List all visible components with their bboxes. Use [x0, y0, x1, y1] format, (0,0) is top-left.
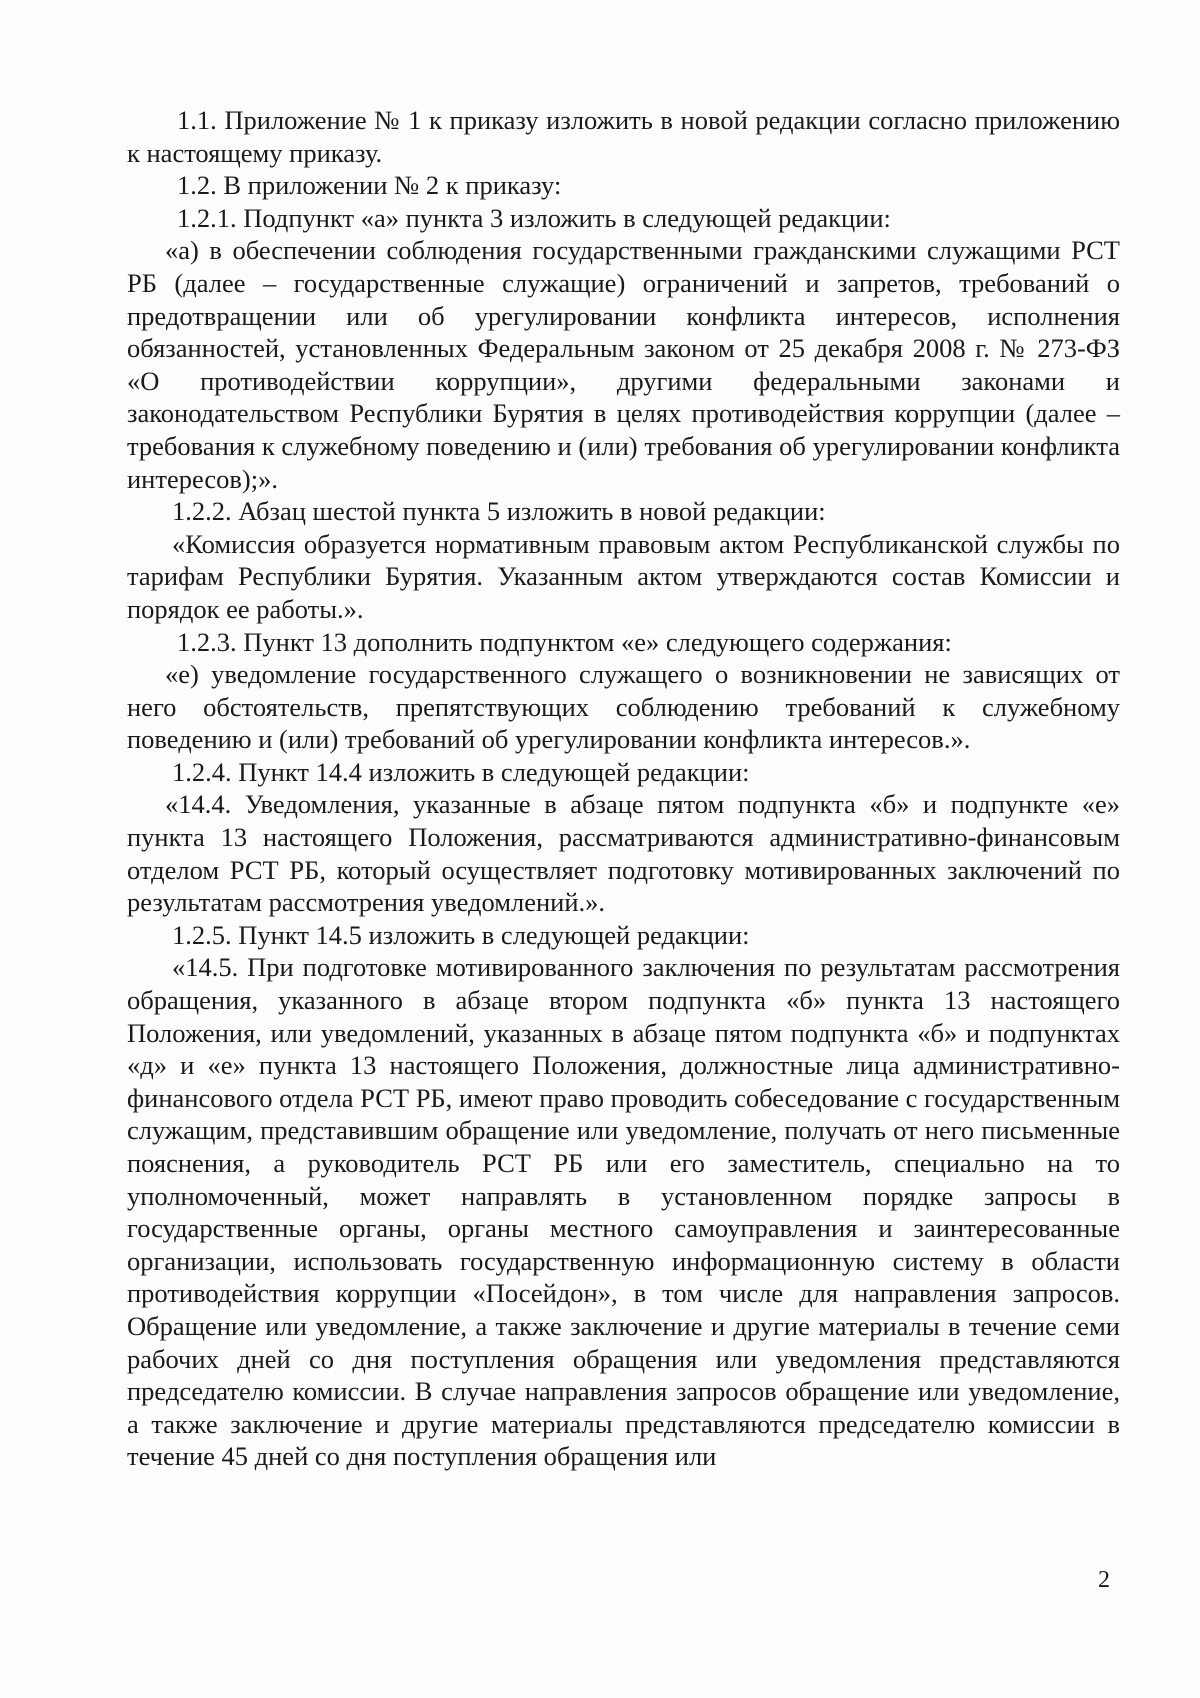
paragraph-1-2-4: 1.2.4. Пункт 14.4 изложить в следующей редакции:	[172, 756, 750, 787]
paragraph-1-2: 1.2. В приложении № 2 к приказу:	[177, 170, 562, 201]
paragraph-commission: «Комиссия образуется нормативным правовым актом Республиканской службы по тарифам Республики Бурятия. Указанным актом утверждаются состав Комиссии и порядок ее работы.».	[127, 528, 1120, 624]
paragraph-subpoint-e: «е) уведомление государственного служащего о возникновении не зависящих от него обстоятельств, препятствующих соблюдению требований к служебному поведению и (или) требований об урегулировании конфликта интересов.».	[127, 659, 1120, 755]
document-body	[127, 104, 1120, 1473]
paragraph-1-2-5: 1.2.5. Пункт 14.5 изложить в следующей редакции:	[172, 919, 750, 950]
paragraph-1-1: 1.1. Приложение № 1 к приказу изложить в новой редакции согласно приложению к настоящему приказу.	[127, 105, 1120, 168]
paragraph-subpoint-a: «а) в обеспечении соблюдения государственными гражданскими служащими РСТ РБ (далее – государственные служащие) ограничений и запретов, требований о предотвращении или об урегулировании конфликта интересов, исполнения обязанностей, установленных Федеральным законом от 25 декабря 2008 г. № 273-ФЗ «О противодействии коррупции», другими федеральными законами и законодательством Республики Бурятия в целях противодействия коррупции (далее – требования к служебному поведению и (или) требования об урегулировании конфликта интересов);».	[127, 235, 1120, 494]
paragraph-14-5: «14.5. При подготовке мотивированного заключения по результатам рассмотрения обращения, указанного в абзаце втором подпункта «б» пункта 13 настоящего Положения, или уведомлений, указанных в абзаце пятом подпункта «б» и подпунктах «д» и «е» пункта 13 настоящего Положения, должностные лица административно-финансового отдела РСТ РБ, имеют право проводить собеседование с государственным служащим, представившим обращение или уведомление, получать от него письменные пояснения, а руководитель РСТ РБ или его заместитель, специально на то уполномоченный, может направлять в установленном порядке запросы в государственные органы, органы местного самоуправления и заинтересованные организации, использовать государственную информационную систему в области противодействия коррупции «Посейдон», в том числе для направления запросов. Обращение или уведомление, а также заключение и другие материалы в течение семи рабочих дней со дня поступления обращения или уведомления представляются председателю комиссии. В случае направления запросов обращение или уведомление, а также заключение и другие материалы представляются председателю комиссии в течение 45 дней со дня поступления обращения или	[127, 952, 1120, 1472]
paragraph-1-2-3: 1.2.3. Пункт 13 дополнить подпунктом «е» следующего содержания:	[177, 626, 952, 657]
page-number: 2	[1098, 1567, 1110, 1593]
paragraph-1-2-1: 1.2.1. Подпункт «а» пункта 3 изложить в следующей редакции:	[177, 202, 891, 233]
paragraph-14-4: «14.4. Уведомления, указанные в абзаце пятом подпункта «б» и подпункте «е» пункта 13 настоящего Положения, рассматриваются административно-финансовым отделом РСТ РБ, который осуществляет подготовку мотивированных заключений по результатам рассмотрения уведомлений.».	[127, 789, 1120, 918]
paragraph-1-2-2: 1.2.2. Абзац шестой пункта 5 изложить в новой редакции:	[172, 496, 826, 527]
